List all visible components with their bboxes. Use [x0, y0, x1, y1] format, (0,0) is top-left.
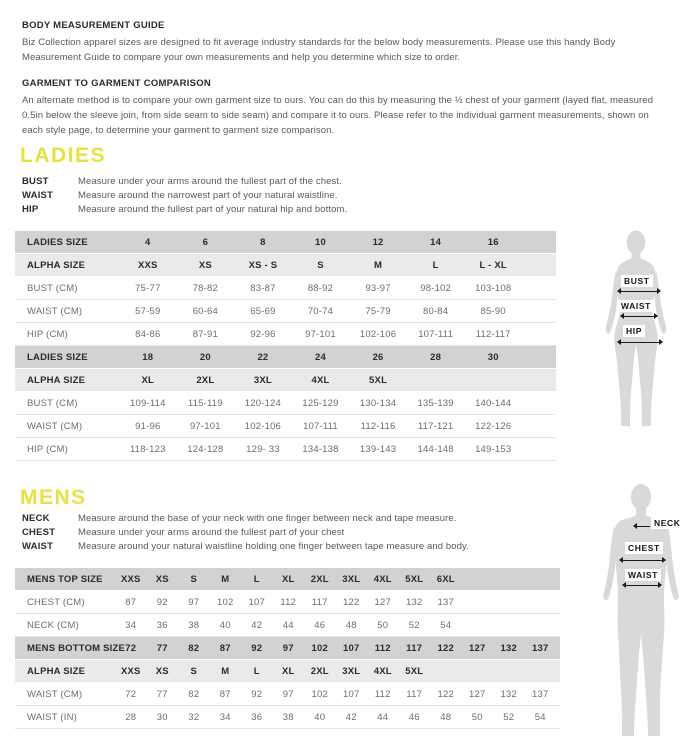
table-row [15, 637, 560, 660]
table-cell: 122 [343, 596, 360, 608]
waist-figure-label: WAIST [618, 300, 654, 312]
definition-row [22, 527, 469, 538]
table-cell: 38 [282, 711, 294, 723]
table-cell: 75-77 [135, 282, 161, 294]
table-cell: 117-121 [417, 420, 454, 432]
table-cell: 26 [372, 351, 384, 363]
table-cell: 122 [437, 688, 454, 700]
chest-arrow-icon [620, 560, 665, 561]
table-cell: 127 [374, 596, 391, 608]
table-cell: 28 [125, 711, 137, 723]
table-cell: 38 [188, 619, 200, 631]
table-cell: 82 [188, 688, 200, 700]
table-cell: 87 [219, 642, 231, 654]
table-cell: 122 [437, 642, 454, 654]
body-measurement-guide-heading: BODY MEASUREMENT GUIDE [22, 20, 165, 31]
definition-term: WAIST [22, 541, 54, 552]
table-cell: 112 [374, 642, 391, 654]
table-cell: 140-144 [475, 397, 512, 409]
definition-term: WAIST [22, 190, 54, 201]
table-cell: 12 [372, 236, 384, 248]
table-cell: M [221, 665, 230, 677]
table-cell: M [374, 259, 383, 271]
table-cell: XXS [137, 259, 158, 271]
table-cell: 137 [532, 642, 549, 654]
table-cell: 4 [145, 236, 151, 248]
table-cell: 92 [251, 642, 263, 654]
table-cell: L [432, 259, 439, 271]
table-cell: 144-148 [417, 443, 454, 455]
table-cell: 149-153 [475, 443, 512, 455]
table-row [15, 254, 556, 277]
table-cell: XXS [120, 665, 141, 677]
definition-text: Measure around the fullest part of your natural hip and bottom. [78, 204, 348, 215]
table-cell: 97-101 [305, 328, 336, 340]
row-label: NECK (CM) [27, 619, 79, 631]
table-cell: 4XL [373, 665, 392, 677]
table-cell: 117 [406, 688, 423, 700]
row-label: ALPHA SIZE [27, 374, 86, 386]
table-row [15, 706, 560, 729]
table-cell: 2XL [310, 665, 329, 677]
table-cell: 16 [487, 236, 499, 248]
table-cell: 88-92 [307, 282, 334, 294]
table-cell: 30 [487, 351, 499, 363]
table-cell: 8 [260, 236, 266, 248]
table-cell: 137 [532, 688, 549, 700]
table-cell: 32 [188, 711, 200, 723]
table-cell: 4XL [373, 573, 392, 585]
table-cell: 134-138 [302, 443, 339, 455]
table-row [15, 415, 556, 438]
ladies-definitions [22, 176, 347, 218]
table-cell: 107-111 [303, 420, 338, 432]
table-cell: 115-119 [187, 397, 223, 409]
table-cell: 125-129 [302, 397, 339, 409]
table-cell: 54 [440, 619, 452, 631]
table-cell: 102 [311, 642, 328, 654]
mens-figure [597, 484, 687, 748]
table-cell: S [190, 573, 198, 585]
row-label: WAIST (CM) [27, 420, 83, 432]
table-cell: S [317, 259, 324, 271]
table-cell: 50 [471, 711, 483, 723]
table-cell: 34 [125, 619, 137, 631]
table-cell: 10 [315, 236, 326, 248]
ladies-figure [598, 230, 674, 436]
row-label: WAIST (CM) [27, 688, 83, 700]
table-cell: 107-111 [418, 328, 454, 340]
row-label: ALPHA SIZE [27, 665, 86, 677]
table-row [15, 346, 556, 369]
table-cell: 48 [345, 619, 357, 631]
row-label: MENS TOP SIZE [27, 573, 103, 585]
table-cell: 5XL [369, 374, 388, 386]
table-cell: 34 [219, 711, 231, 723]
table-cell: 107 [343, 688, 360, 700]
table-cell: 52 [408, 619, 420, 631]
table-cell: 103-108 [475, 282, 512, 294]
table-cell: 97 [188, 596, 200, 608]
table-cell: 50 [377, 619, 389, 631]
table-cell: 14 [430, 236, 442, 248]
definition-text: Measure under your arms around the fullest part of your chest [78, 527, 345, 538]
table-cell: 77 [156, 642, 168, 654]
ladies-section-title: LADIES [20, 144, 107, 167]
table-cell: 48 [440, 711, 452, 723]
row-label: BUST (CM) [27, 282, 78, 294]
table-cell: 122-126 [475, 420, 512, 432]
table-cell: 82 [188, 642, 200, 654]
table-row [15, 369, 556, 392]
table-cell: 132 [500, 642, 517, 654]
table-row [15, 568, 560, 591]
table-cell: 77 [156, 688, 168, 700]
row-label: HIP (CM) [27, 328, 69, 340]
definition-row [22, 204, 347, 215]
definition-row [22, 541, 469, 552]
intro-section [22, 20, 672, 151]
garment-comparison-text: An alternate method is to compare your own garment size to ours. You can do this by measuring the ½ chest of your garment (layed flat, measured 0.5in below the sleeve join, from side seam to side seam) and compare it to ours. Please refer to the individual garment measurements, shown on each style page, to determine your garment to garment size comparison. [22, 95, 654, 136]
waist-figure-label: WAIST [625, 569, 661, 581]
table-cell: 44 [377, 711, 389, 723]
table-cell: 87 [125, 596, 137, 608]
table-cell: 97 [282, 688, 294, 700]
table-cell: 30 [156, 711, 168, 723]
table-cell: 92 [156, 596, 168, 608]
table-cell: 93-97 [365, 282, 391, 294]
table-cell: L - XL [479, 259, 507, 271]
table-cell: 85-90 [480, 305, 506, 317]
table-cell: 36 [156, 619, 168, 631]
table-cell: 102 [311, 688, 328, 700]
chest-figure-label: CHEST [625, 542, 663, 554]
waist-arrow-icon [623, 585, 661, 586]
table-cell: 40 [219, 619, 231, 631]
table-cell: L [253, 665, 260, 677]
table-cell: 65-69 [250, 305, 276, 317]
table-cell: 2XL [196, 374, 215, 386]
definition-text: Measure around the base of your neck with one finger between neck and tape measure. [78, 513, 457, 524]
table-cell: 139-143 [359, 443, 397, 455]
table-cell: 78-82 [192, 282, 218, 294]
table-cell: 97 [282, 642, 294, 654]
table-cell: 72 [125, 642, 137, 654]
ladies-size-table [15, 231, 556, 461]
table-cell: 87-91 [192, 328, 218, 340]
table-row [15, 438, 556, 461]
table-cell: 3XL [253, 374, 272, 386]
table-cell: 24 [315, 351, 326, 363]
definition-row [22, 176, 347, 187]
mens-size-table [15, 568, 560, 729]
body-measurement-guide-block [22, 20, 672, 65]
garment-comparison-heading: GARMENT TO GARMENT COMPARISON [22, 78, 211, 89]
table-cell: 60-64 [192, 305, 218, 317]
waist-arrow-icon [621, 316, 657, 317]
table-cell: 102 [217, 596, 234, 608]
table-row [15, 660, 560, 683]
body-measurement-guide-text: Biz Collection apparel sizes are designed to fit average industry standards for the below body measurements. Please use this handy Body Measurement Guide to compare your own measurements and help you determine which size to order. [22, 37, 616, 63]
row-label: CHEST (CM) [27, 596, 85, 608]
definition-row [22, 513, 469, 524]
table-cell: M [221, 573, 230, 585]
row-label: WAIST (CM) [27, 305, 83, 317]
table-cell: XL [281, 573, 295, 585]
neck-figure-label: NECK [651, 517, 684, 529]
table-cell: 6XL [436, 573, 455, 585]
definition-text: Measure around the narrowest part of your natural waistline. [78, 190, 338, 201]
table-cell: 132 [500, 688, 517, 700]
table-cell: 4XL [311, 374, 330, 386]
table-cell: 112-117 [475, 328, 511, 340]
garment-comparison-block [22, 78, 672, 138]
bust-figure-label: BUST [621, 275, 653, 287]
table-cell: 112-116 [360, 420, 396, 432]
table-cell: 5XL [405, 665, 424, 677]
row-label: MENS BOTTOM SIZE [27, 642, 126, 654]
table-cell: XXS [120, 573, 141, 585]
table-cell: 28 [430, 351, 442, 363]
table-cell: S [190, 665, 198, 677]
table-cell: 75-79 [365, 305, 391, 317]
table-cell: 91-96 [135, 420, 161, 432]
table-cell: 98-102 [420, 282, 452, 294]
table-cell: 80-84 [422, 305, 449, 317]
table-cell: 70-74 [307, 305, 334, 317]
table-cell: 44 [282, 619, 294, 631]
table-cell: 57-59 [135, 305, 161, 317]
table-cell: XL [141, 374, 155, 386]
row-label: HIP (CM) [27, 443, 69, 455]
table-cell: 92 [251, 688, 263, 700]
table-cell: XL [281, 665, 295, 677]
table-cell: 83-87 [250, 282, 276, 294]
definition-term: BUST [22, 176, 49, 187]
table-cell: 52 [503, 711, 515, 723]
table-cell: XS [155, 573, 169, 585]
table-cell: XS [198, 259, 212, 271]
neck-arrow-icon [634, 526, 650, 527]
table-cell: 117 [311, 596, 328, 608]
table-cell: 118-123 [130, 443, 166, 455]
table-cell: 20 [199, 351, 211, 363]
table-cell: 22 [257, 351, 269, 363]
row-label: WAIST (IN) [27, 711, 78, 723]
table-cell: 117 [406, 642, 423, 654]
table-cell: 87 [219, 688, 231, 700]
table-cell: 54 [534, 711, 546, 723]
table-cell: 112 [280, 596, 297, 608]
table-row [15, 323, 556, 346]
table-cell: 129- 33 [246, 443, 280, 455]
table-cell: 72 [125, 688, 137, 700]
row-label: LADIES SIZE [27, 236, 88, 248]
row-label: ALPHA SIZE [27, 259, 86, 271]
bust-arrow-icon [618, 291, 660, 292]
table-cell: 6 [202, 236, 209, 248]
table-cell: 36 [251, 711, 263, 723]
table-cell: 18 [142, 351, 154, 363]
table-row [15, 614, 560, 637]
table-row [15, 277, 556, 300]
table-cell: 127 [469, 688, 486, 700]
row-label: BUST (CM) [27, 397, 78, 409]
table-cell: 3XL [342, 665, 361, 677]
table-cell: 109-114 [130, 397, 166, 409]
definition-text: Measure around your natural waistline holding one finger between tape measure and body. [78, 541, 469, 552]
table-cell: 42 [251, 619, 263, 631]
table-cell: XS [155, 665, 169, 677]
table-cell: 3XL [342, 573, 361, 585]
table-cell: 46 [408, 711, 420, 723]
table-row [15, 591, 560, 614]
definition-term: HIP [22, 204, 39, 215]
table-row [15, 392, 556, 415]
mens-definitions [22, 513, 469, 555]
table-cell: 2XL [310, 573, 329, 585]
table-row [15, 683, 560, 706]
table-cell: 46 [314, 619, 326, 631]
table-cell: 97-101 [189, 420, 221, 432]
hip-arrow-icon [618, 342, 662, 343]
table-cell: 124-128 [187, 443, 224, 455]
hip-figure-label: HIP [623, 325, 645, 337]
table-cell: 130-134 [359, 397, 397, 409]
table-cell: 120-124 [244, 397, 282, 409]
table-cell: XS - S [248, 259, 278, 271]
table-cell: 40 [314, 711, 326, 723]
table-cell: 5XL [405, 573, 424, 585]
definition-text: Measure under your arms around the fullest part of the chest. [78, 176, 342, 187]
table-cell: 127 [469, 642, 486, 654]
table-cell: 132 [406, 596, 423, 608]
table-cell: 92-96 [250, 328, 276, 340]
table-cell: 42 [345, 711, 357, 723]
table-cell: 84-86 [135, 328, 161, 340]
table-row [15, 231, 556, 254]
table-cell: 107 [343, 642, 360, 654]
table-cell: 135-139 [417, 397, 454, 409]
table-cell: L [253, 573, 260, 585]
mens-section-title: MENS [20, 486, 87, 509]
table-cell: 107 [248, 596, 265, 608]
definition-row [22, 190, 347, 201]
row-label: LADIES SIZE [27, 351, 88, 363]
table-cell: 102-106 [244, 420, 282, 432]
table-row [15, 300, 556, 323]
table-cell: 112 [374, 688, 391, 700]
definition-term: CHEST [22, 527, 56, 538]
table-cell: 102-106 [359, 328, 397, 340]
definition-term: NECK [22, 513, 50, 524]
table-cell: 137 [437, 596, 454, 608]
